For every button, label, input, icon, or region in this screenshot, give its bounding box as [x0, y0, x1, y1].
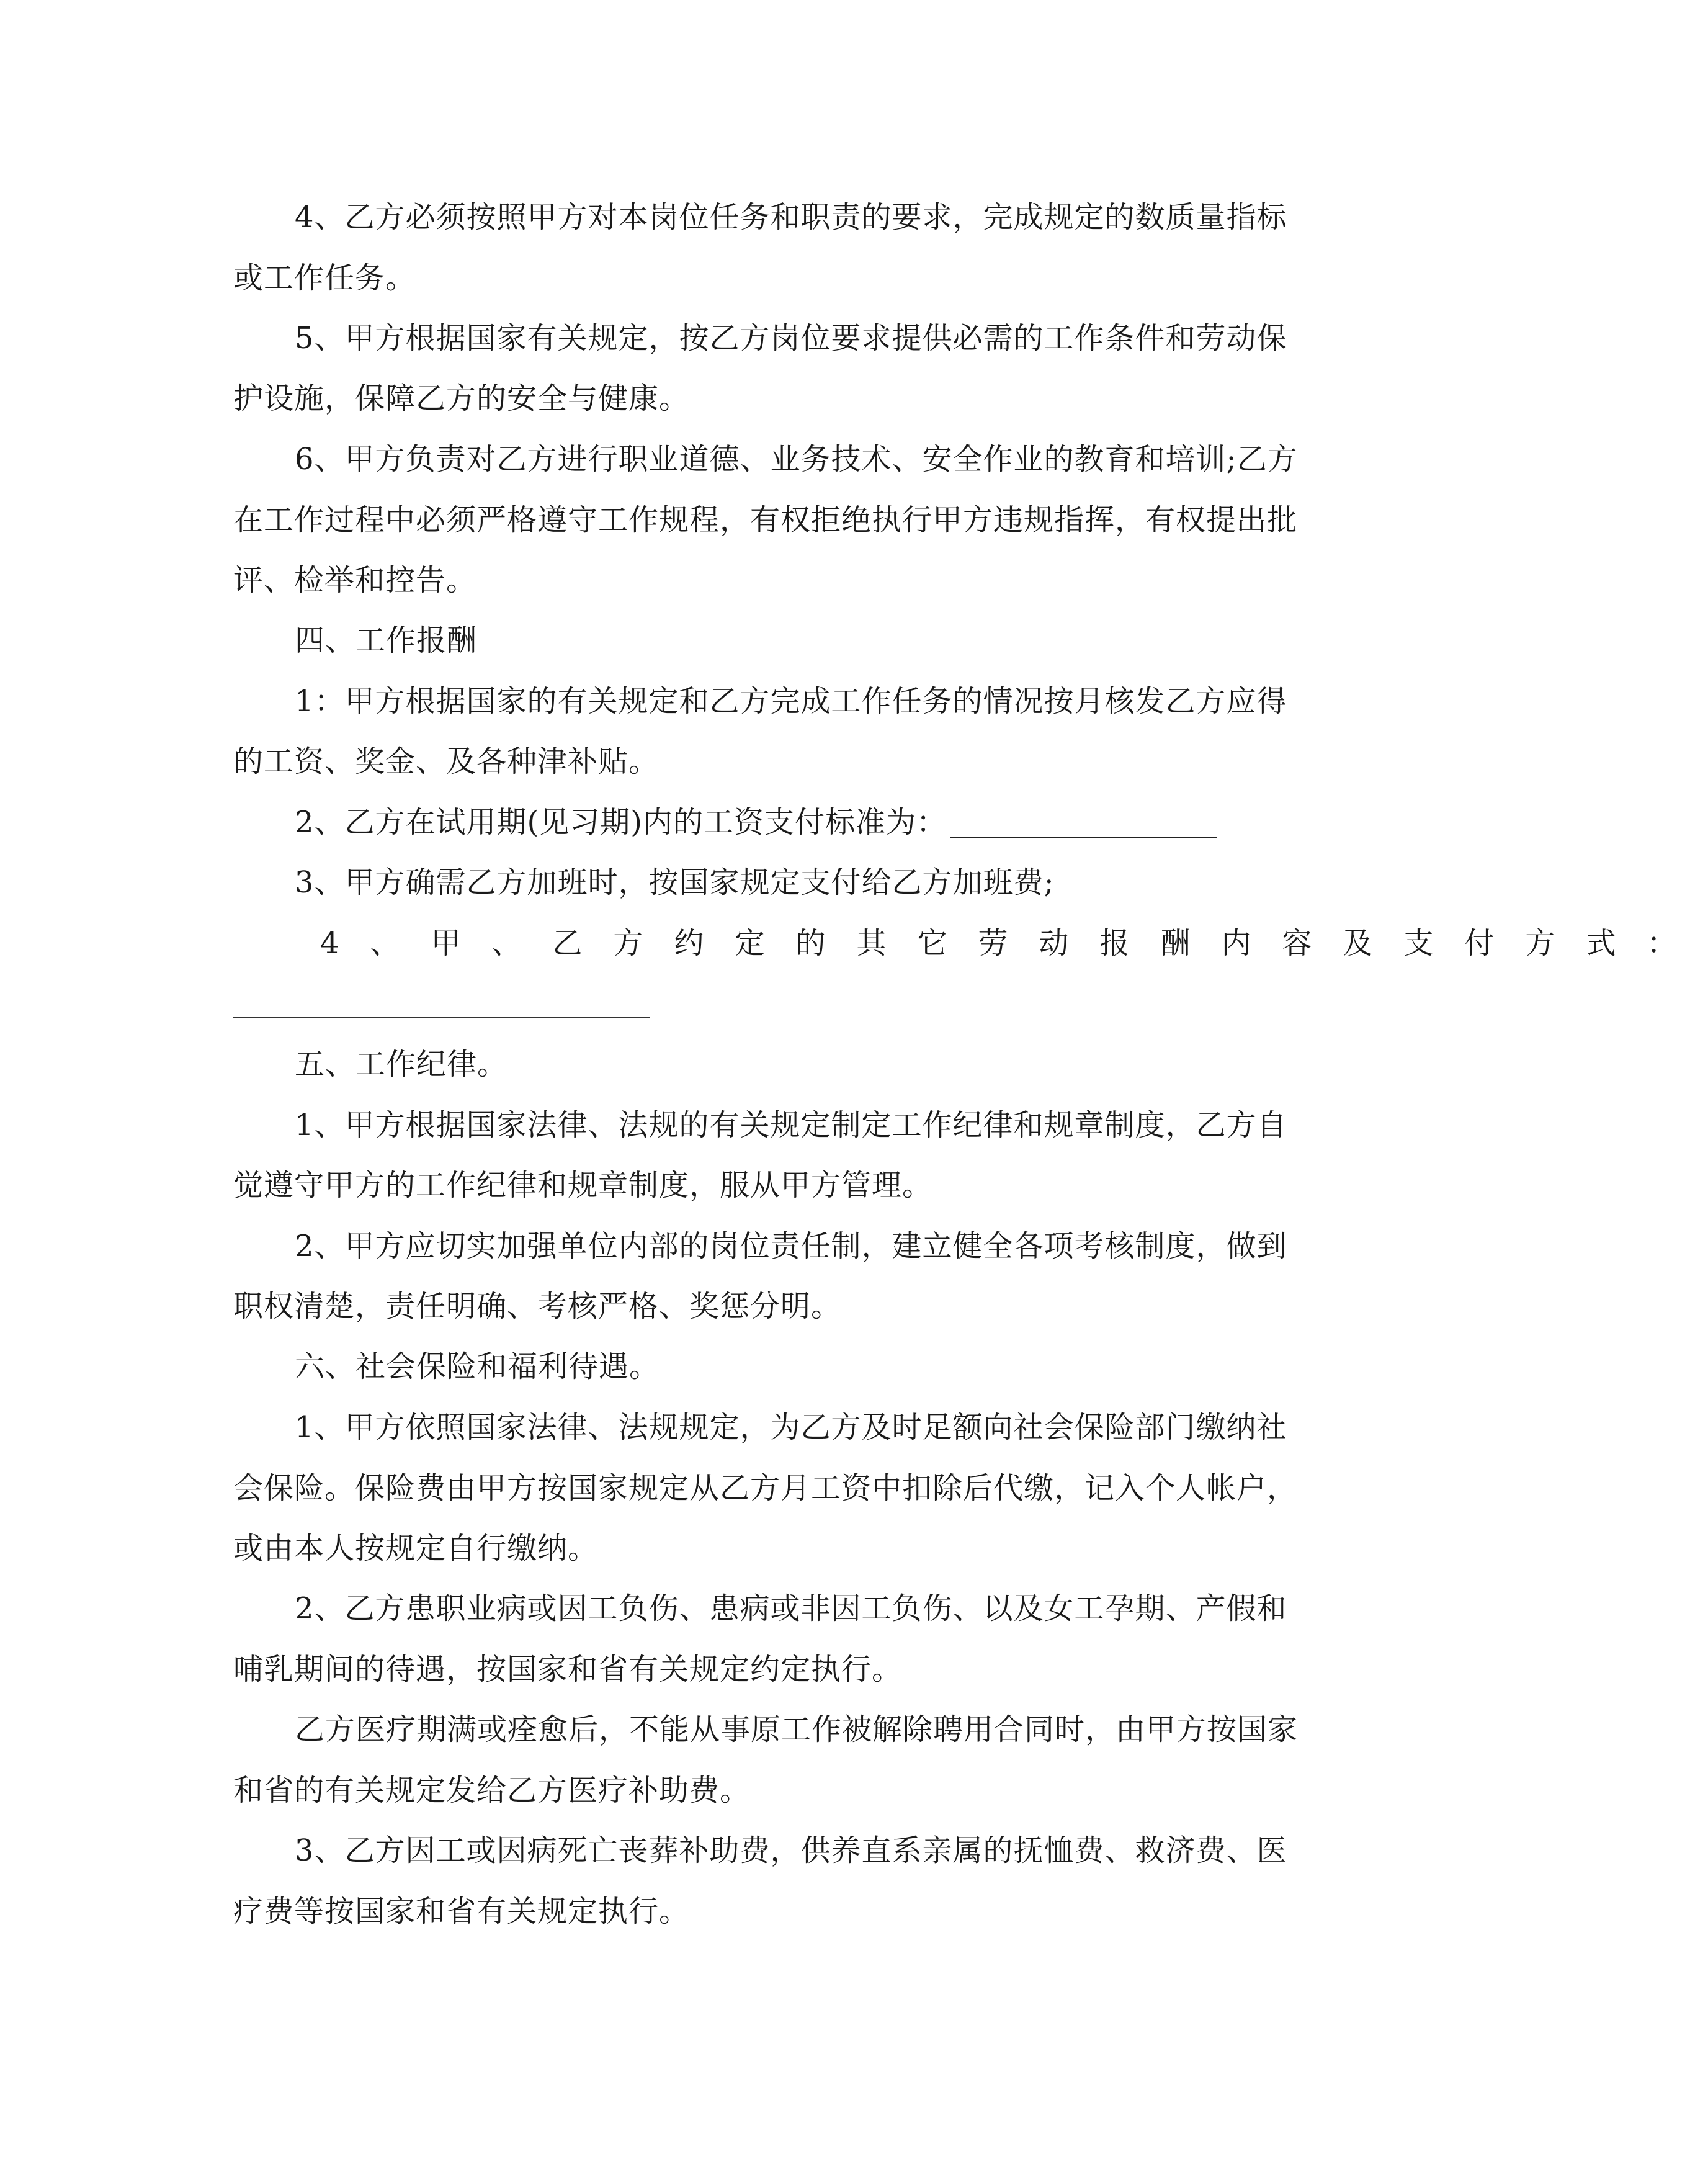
paragraph-line: 5、甲方根据国家有关规定，按乙方岗位要求提供必需的工作条件和劳动保: [295, 321, 1287, 356]
paragraph-line: 或由本人按规定自行缴纳。: [233, 1531, 599, 1566]
paragraph-line: 护设施，保障乙方的安全与健康。: [233, 381, 690, 416]
paragraph-line: 1、甲方依照国家法律、法规规定，为乙方及时足额向社会保险部门缴纳社: [295, 1410, 1287, 1445]
paragraph-line: [295, 804, 1217, 841]
paragraph-line: 或工作任务。: [233, 261, 416, 295]
paragraph-line: 觉遵守甲方的工作纪律和规章制度，服从甲方管理。: [233, 1168, 933, 1203]
paragraph-line: 会保险。保险费由甲方按国家规定从乙方月工资中扣除后代缴，记入个人帐户，: [233, 1471, 1298, 1506]
paragraph-line: 1：甲方根据国家的有关规定和乙方完成工作任务的情况按月核发乙方应得: [295, 684, 1287, 719]
paragraph-line: 乙方医疗期满或痊愈后，不能从事原工作被解除聘用合同时，由甲方按国家: [295, 1712, 1299, 1747]
justified-line: [320, 925, 1708, 962]
section-heading: 五、工作纪律。: [295, 1047, 508, 1082]
blank-underline: [950, 837, 1217, 838]
paragraph-line: 的工资、奖金、及各种津补贴。: [233, 744, 660, 779]
paragraph-line: 2、甲方应切实加强单位内部的岗位责任制，建立健全各项考核制度，做到: [295, 1229, 1287, 1264]
section-heading: 六、社会保险和福利待遇。: [295, 1349, 660, 1384]
section-heading: 四、工作报酬: [295, 623, 478, 658]
paragraph-line: 哺乳期间的待遇，按国家和省有关规定约定执行。: [233, 1652, 903, 1687]
paragraph-line: 职权清楚，责任明确、考核严格、奖惩分明。: [233, 1289, 842, 1324]
paragraph-line: 2、乙方患职业病或因工负伤、患病或非因工负伤、以及女工孕期、产假和: [295, 1591, 1287, 1626]
spread-text: 4、甲、乙方约定的其它劳动报酬内容及支付方式：: [320, 926, 1708, 961]
paragraph-line: 4、乙方必须按照甲方对本岗位任务和职责的要求，完成规定的数质量指标: [295, 200, 1287, 235]
paragraph-line: 和省的有关规定发给乙方医疗补助费。: [233, 1773, 751, 1808]
paragraph-line: 3、甲方确需乙方加班时，按国家规定支付给乙方加班费;: [295, 865, 1055, 900]
paragraph-line: 6、甲方负责对乙方进行职业道德、业务技术、安全作业的教育和培训;乙方: [295, 442, 1298, 477]
paragraph-line: 在工作过程中必须严格遵守工作规程，有权拒绝执行甲方违规指挥，有权提出批: [233, 503, 1298, 537]
paragraph-line: 疗费等按国家和省有关规定执行。: [233, 1894, 690, 1929]
blank-underline: [233, 1017, 650, 1018]
paragraph-line: 3、乙方因工或因病死亡丧葬补助费，供养直系亲属的抚恤费、救济费、医: [295, 1833, 1287, 1868]
paragraph-line: 评、检举和控告。: [233, 563, 477, 598]
paragraph-line: 1、甲方根据国家法律、法规的有关规定制定工作纪律和规章制度，乙方自: [295, 1108, 1287, 1142]
probation-wage-label: 2、乙方在试用期(见习期)内的工资支付标准为：: [295, 805, 947, 840]
